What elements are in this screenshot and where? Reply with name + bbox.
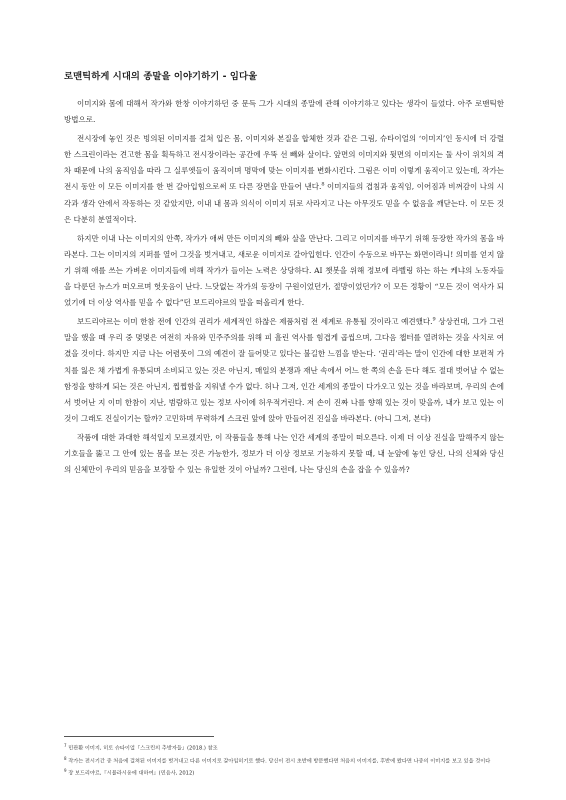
document-body <box>64 96 504 481</box>
footnotes <box>64 741 504 779</box>
paragraph <box>64 96 504 128</box>
footnote-text: 작가는 전시기간 중 처음에 걸쳐된 이미지를 벗겨내고 다른 이미지로 갈아입히기로 했다. 당신이 전시 초반에 방문했다면 처음의 이미지를, 후반에 왔다면 나중의 이미지를 보고 있을 것이다 <box>66 758 491 765</box>
paragraph-text: 하지만 이내 나는 이미지의 안쪽, 작가가 애써 만든 이미지의 빼와 살을 만난다. 그리고 이미지를 바꾸기 위해 등장한 작가의 몸을 바라본다. 그는 이미지의 지퍼를 열어 그것을 벗겨내고, 새로운 이미지로 갈아입힌다. 인간이 수동으로 바꾸는 화면이라니! 의미를 얻지 않기 위해 애를 쓰는 가벼운 이미지들에 비해 작가가 들이는 노력은 상당하다. AI 챗봇을 위해 정보에 라벨링 하는 하는 케냐의 노동자들을 다룬던 뉴스가 떠오르며 헛웃음이 난다. 느닷없는 작가의 등장이 구원이었던가, 절망이었던가? 이 모든 정황이 “모든 것이 역사가 되었기에 더 이상 역사를 믿을 수 없다”던 보드리야르의 말을 떠올리게 한다. <box>64 233 504 308</box>
paragraph-text: 이미지와 몸에 대해서 작가와 한창 이야기하던 중 문득 그가 시대의 종말에 관해 이야기하고 있다는 생각이 들었다. 아주 로맨틱한 방법으로. <box>64 99 504 125</box>
paragraph <box>64 231 504 311</box>
footnote-number: 9 <box>64 768 67 774</box>
footnote-marker[interactable]: 9 <box>432 316 436 323</box>
paragraph-text: 작품에 대한 과대한 해석일지 모르겠지만, 이 작품들을 통해 나는 인간 세계의 종말이 떠오른다. 이제 더 이상 진실을 말해주지 않는 기호들을 뚫고 그 안에 있는 몸을 보는 것은 가능한가, 정보가 더 이상 정보로 기능하지 못할 때, 내 눈앞에 놓인 당신, 나의 신체와 당신의 신체만이 우리의 믿음을 보장할 수 있는 유일한 것이 아닐까? 그런데, 나는 당신의 손을 잡을 수 있을까? <box>64 432 504 475</box>
footnote-text: 장 보드리야르,『시뮬라시옹에 대하여』(민음사, 2012) <box>66 771 195 778</box>
paragraph <box>64 314 504 427</box>
paragraph-text: 보드리야르는 이미 한참 전에 인간의 권리가 세계적인 하찮은 제품처럼 전 세계로 유통될 것이라고 예견했다. <box>77 317 433 327</box>
paragraph <box>64 430 504 478</box>
footnote <box>64 766 504 779</box>
paragraph-text: 전시장에 놓인 것은 빙의된 이미지를 걸쳐 입은 몸, 이미지와 본질을 합체한 것과 같은 그림, 슈타이얼의 ‘이미지’인 동시에 더 강렬한 스크린이라는 견고한 몸을 획득하고 전시장이라는 공간에 우뚝 선 빼와 살이다. 앞면의 이미지와 뒷면의 이미지는 둘 사이 위치의 격차 때문에 나의 움직임을 따라 그 실루엣들이 움직이며 명막에 맞는 이미지를 변화시킨다. 그림은 이미 이렇게 움직이고 있는데, 작가는 전시 동안 이 모든 이미지를 한 번 갈아입힘으로써 또 다른 장면을 만들어 낸다. <box>64 134 504 192</box>
footnote-number: 8 <box>64 755 67 761</box>
footnote-divider <box>64 736 214 737</box>
footnote-marker[interactable]: 8 <box>321 181 325 188</box>
paragraph-text: 상상컨대, 그가 그런 말을 했을 때 우리 중 몇몇은 여전히 자유와 민주주의를 위해 피 흘린 역사를 힘겹게 곱씹으며, 그다음 챕터를 열려하는 것을 사치로 여겼을 것이다. 하지만 지금 나는 어렴풋이 그의 예견이 잘 들어맞고 있다는 불길한 느낌을 받는다. ‘권리’라는 말이 인간에 대한 보편적 가치를 잃은 채 가볍게 유통되며 소비되고 있는 것은 아닌지, 매일의 분쟁과 재난 속에서 어느 한 쪽의 손을 든다 해도 절대 벗어날 수 없는 함정을 향하게 되는 것은 아닌지, 찝찝함을 지워낼 수가 없다. 허나 그저, 인간 세계의 종말이 다가오고 있는 것을 바라보며, 우리의 손에서 벗어난 지 이미 한참이 지난, 범람하고 있는 정보 사이에 허우적거린다. 저 손이 진짜 나를 향해 있는 것이 맞을까, 내가 보고 있는 이것이 그래도 진실이기는 할까? 고민하며 무력하게 스크린 앞에 앉아 만들어진 진실을 바라본다. (아니 그저, 본다) <box>64 317 504 423</box>
document-title: 로맨틱하게 시대의 종말을 이야기하기 - 임다울 <box>64 71 258 82</box>
footnote <box>64 741 504 754</box>
footnote-number: 7 <box>64 743 67 748</box>
footnote <box>64 754 504 767</box>
footnote-text: 민관환 이미지, 히토 슈타이얼『스크린의 추방자들』(2018.) 참조 <box>66 745 218 752</box>
paragraph <box>64 131 504 228</box>
paragraph-text: 이미지들의 겹침과 움직임, 이어짐과 비껴감이 나의 시각과 생각 안에서 작동하는 것 같았지만, 이내 내 몸과 의식이 이미지 뒤로 사라지고 나는 아무것도 믿을 수 없음을 깨닫는다. 이 모든 것은 다분히 분열적이다. <box>64 182 504 224</box>
